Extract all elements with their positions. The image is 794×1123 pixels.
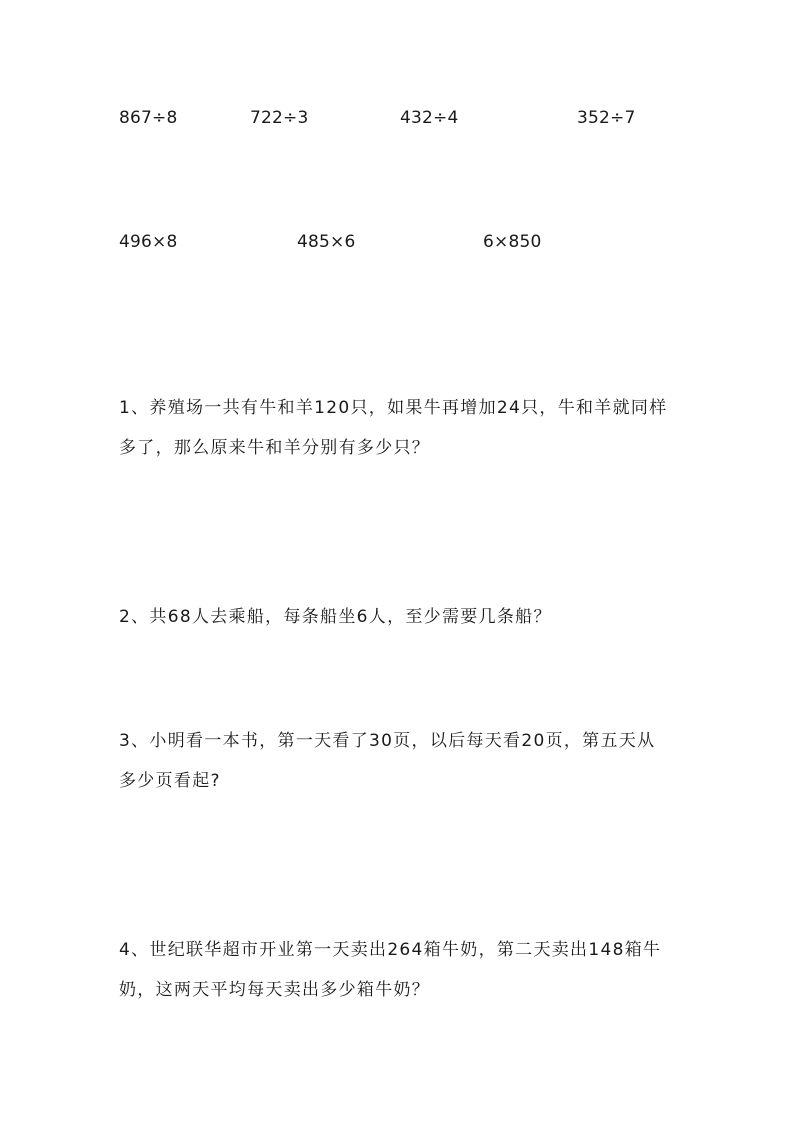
problem-text-line: 2、共68人去乘船，每条船坐6人，至少需要几条船？	[119, 607, 552, 627]
word-problem-3	[119, 721, 689, 801]
problem-text-line: 奶，这两天平均每天卖出多少箱牛奶？	[119, 980, 431, 1000]
problem-text-line: 3、小明看一本书，第一天看了30页，以后每天看20页，第五天从	[119, 731, 656, 751]
problem-text-line: 多少页看起?	[119, 771, 221, 791]
calc-expression: 496×8	[119, 232, 178, 252]
word-problem-1	[119, 388, 689, 468]
problem-text-line: 多了，那么原来牛和羊分别有多少只？	[119, 438, 431, 458]
calc-expression: 722÷3	[250, 108, 309, 128]
word-problem-2	[119, 597, 689, 637]
word-problem-4	[119, 930, 689, 1010]
calc-expression: 485×6	[297, 232, 356, 252]
calc-expression: 352÷7	[577, 108, 636, 128]
calc-expression: 6×850	[483, 232, 542, 252]
calc-expression: 432÷4	[400, 108, 459, 128]
calc-expression: 867÷8	[119, 108, 178, 128]
problem-text-line: 1、养殖场一共有牛和羊120只，如果牛再增加24只，牛和羊就同样	[119, 398, 668, 418]
problem-text-line: 4、世纪联华超市开业第一天卖出264箱牛奶，第二天卖出148箱牛	[119, 940, 662, 960]
